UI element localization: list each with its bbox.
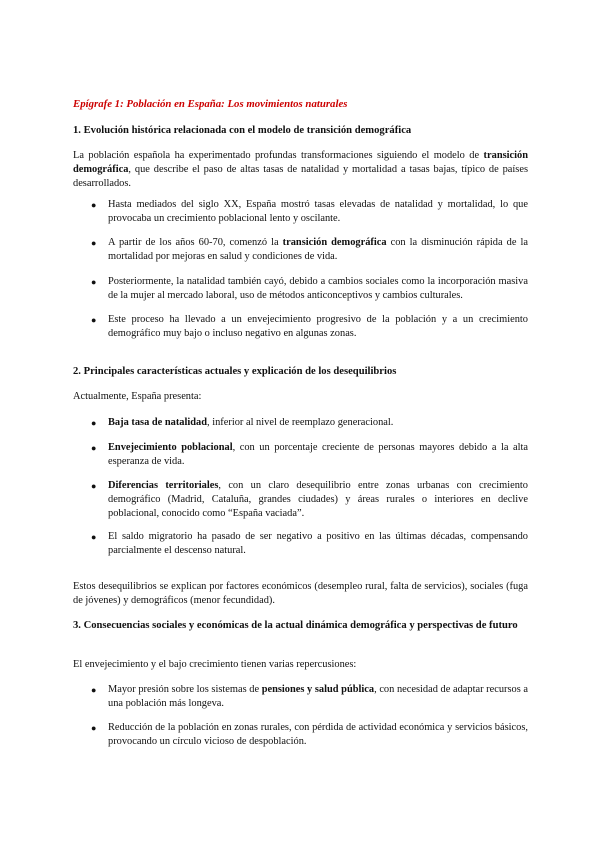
bullet-icon: ●	[91, 532, 97, 542]
section-1-intro: La población española ha experimentado profundas transformaciones siguiendo el modelo de transición demográfica, que describe el paso de altas tasas de natalidad y mortalidad a tasas bajas, típico de países desarrollados.	[73, 150, 528, 190]
list-item: ● A partir de los años 60-70, comenzó la transición demográfica con la disminución rápida de la mortalidad por mejoras en salud y condiciones de vida.	[91, 237, 528, 263]
epigrafe-title: Epígrafe 1: Población en España: Los movimientos naturales	[73, 98, 348, 110]
section-3-heading: 3. Consecuencias sociales y económicas de la actual dinámica demográfica y perspectivas de futuro	[73, 620, 518, 631]
bullet-icon: ●	[91, 443, 97, 453]
section-1-heading: 1. Evolución histórica relacionada con el modelo de transición demográfica	[73, 125, 412, 136]
section-2-closing: Estos desequilibrios se explican por factores económicos (desempleo rural, falta de servicios), sociales (fuga de jóvenes) y demográficos (menor fecundidad).	[73, 581, 528, 607]
list-item: ● Baja tasa de natalidad, inferior al nivel de reemplazo generacional.	[73, 416, 528, 430]
list-item: ● Mayor presión sobre los sistemas de pensiones y salud pública, con necesidad de adaptar recursos a una población más longeva.	[91, 684, 529, 710]
section-3-intro: El envejecimiento y el bajo crecimiento tienen varias repercusiones:	[73, 659, 357, 670]
list-item: ● El saldo migratorio ha pasado de ser negativo a positivo en las últimas décadas, compensando parcialmente el descenso natural.	[91, 531, 528, 557]
bullet-icon: ●	[91, 315, 97, 325]
list-item: ● Posteriormente, la natalidad también cayó, debido a cambios sociales como la incorporación masiva de la mujer al mercado laboral, uso de métodos anticonceptivos y cambios culturales.	[91, 276, 528, 302]
bullet-icon: ●	[91, 481, 97, 491]
bullet-icon: ●	[91, 277, 97, 287]
section-2-heading: 2. Principales características actuales y explicación de los desequilibrios	[73, 366, 397, 377]
bullet-icon: ●	[91, 200, 97, 210]
bullet-icon: ●	[91, 685, 97, 695]
list-item: ● Este proceso ha llevado a un envejecimiento progresivo de la población y a un crecimiento demográfico muy bajo o incluso negativo en algunas zonas.	[91, 314, 528, 340]
bullet-icon: ●	[91, 238, 97, 248]
bullet-icon: ●	[91, 418, 97, 428]
list-item: ● Envejecimiento poblacional, con un porcentaje creciente de personas mayores debido a la alta esperanza de vida.	[91, 442, 528, 468]
list-item: ● Diferencias territoriales, con un claro desequilibrio entre zonas urbanas con crecimiento demográfico (Madrid, Cataluña, grandes ciudades) y áreas rurales o interiores en declive poblacional, conocido como “España vaciada”.	[91, 480, 529, 520]
list-item: ● Hasta mediados del siglo XX, España mostró tasas elevadas de natalidad y mortalidad, lo que provocaba un crecimiento poblacional lento y oscilante.	[91, 199, 528, 225]
section-2-intro: Actualmente, España presenta:	[73, 391, 202, 402]
bullet-icon: ●	[91, 723, 97, 733]
list-item: ● Reducción de la población en zonas rurales, con pérdida de actividad económica y servicios básicos, provocando un círculo vicioso de despoblación.	[91, 722, 528, 748]
